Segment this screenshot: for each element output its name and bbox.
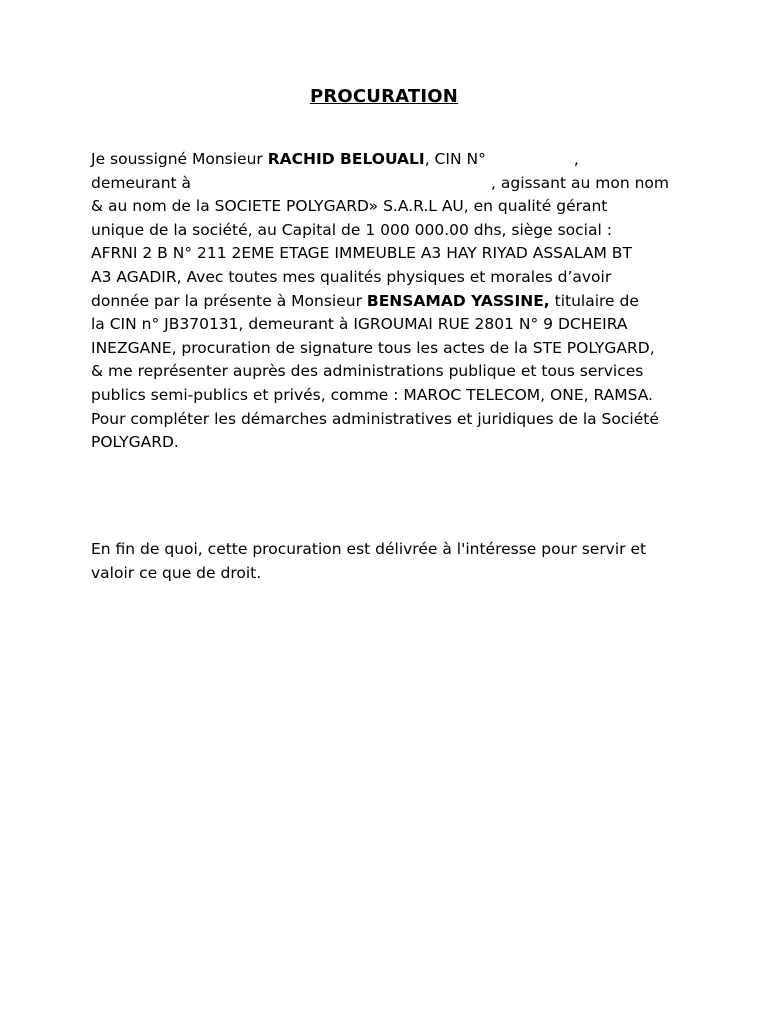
grantor-name: RACHID BELOUALI <box>267 150 425 168</box>
paragraph-line-8: la CIN n° JB370131, demeurant à IGROUMAI RUE 2801 N° 9 DCHEIRA <box>91 315 628 334</box>
closing-line-2: valoir ce que de droit. <box>91 563 262 582</box>
grantee-name: BENSAMAD YASSINE, <box>366 291 550 310</box>
text-segment: titulaire de <box>549 291 639 310</box>
text-segment: , <box>573 150 579 168</box>
paragraph-line-4: unique de la société, au Capital de 1 000 000.00 dhs, siège social : <box>91 220 612 239</box>
paragraph-line-10: & me représenter auprès des administrations publique et tous services <box>91 362 644 381</box>
paragraph-line-7 <box>91 290 691 314</box>
paragraph-line-12: Pour compléter les démarches administratives et juridiques de la Société <box>91 409 659 428</box>
closing-line-1: En fin de quoi, cette procuration est délivrée à l'intéresse pour servir et <box>91 540 647 558</box>
text-segment: , CIN N° <box>424 150 486 168</box>
paragraph-line-11: publics semi-publics et privés, comme : MAROC TELECOM, ONE, RAMSA. <box>91 385 653 404</box>
text-segment: Je soussigné Monsieur <box>91 150 268 168</box>
main-paragraph <box>91 148 691 455</box>
text-segment: , agissant au mon nom <box>491 173 669 192</box>
paragraph-line-3: & au nom de la SOCIETE POLYGARD» S.A.R.L AU, en qualité gérant <box>91 197 608 216</box>
paragraph-line-6: A3 AGADIR, Avec toutes mes qualités physiques et morales d’avoir <box>91 267 612 286</box>
paragraph-line-5: AFRNI 2 B N° 211 2EME ETAGE IMMEUBLE A3 HAY RIYAD ASSALAM BT <box>91 244 632 263</box>
paragraph-line-1 <box>91 148 691 172</box>
text-segment: donnée par la présente à Monsieur <box>91 291 367 310</box>
closing-paragraph <box>91 538 691 585</box>
paragraph-line-13: POLYGARD. <box>91 433 179 452</box>
paragraph-line-2 <box>91 172 691 196</box>
text-segment: demeurant à <box>91 173 192 192</box>
paragraph-line-9: INEZGANE, procuration de signature tous les actes de la STE POLYGARD, <box>91 338 655 357</box>
document-title: PROCURATION <box>309 86 459 107</box>
